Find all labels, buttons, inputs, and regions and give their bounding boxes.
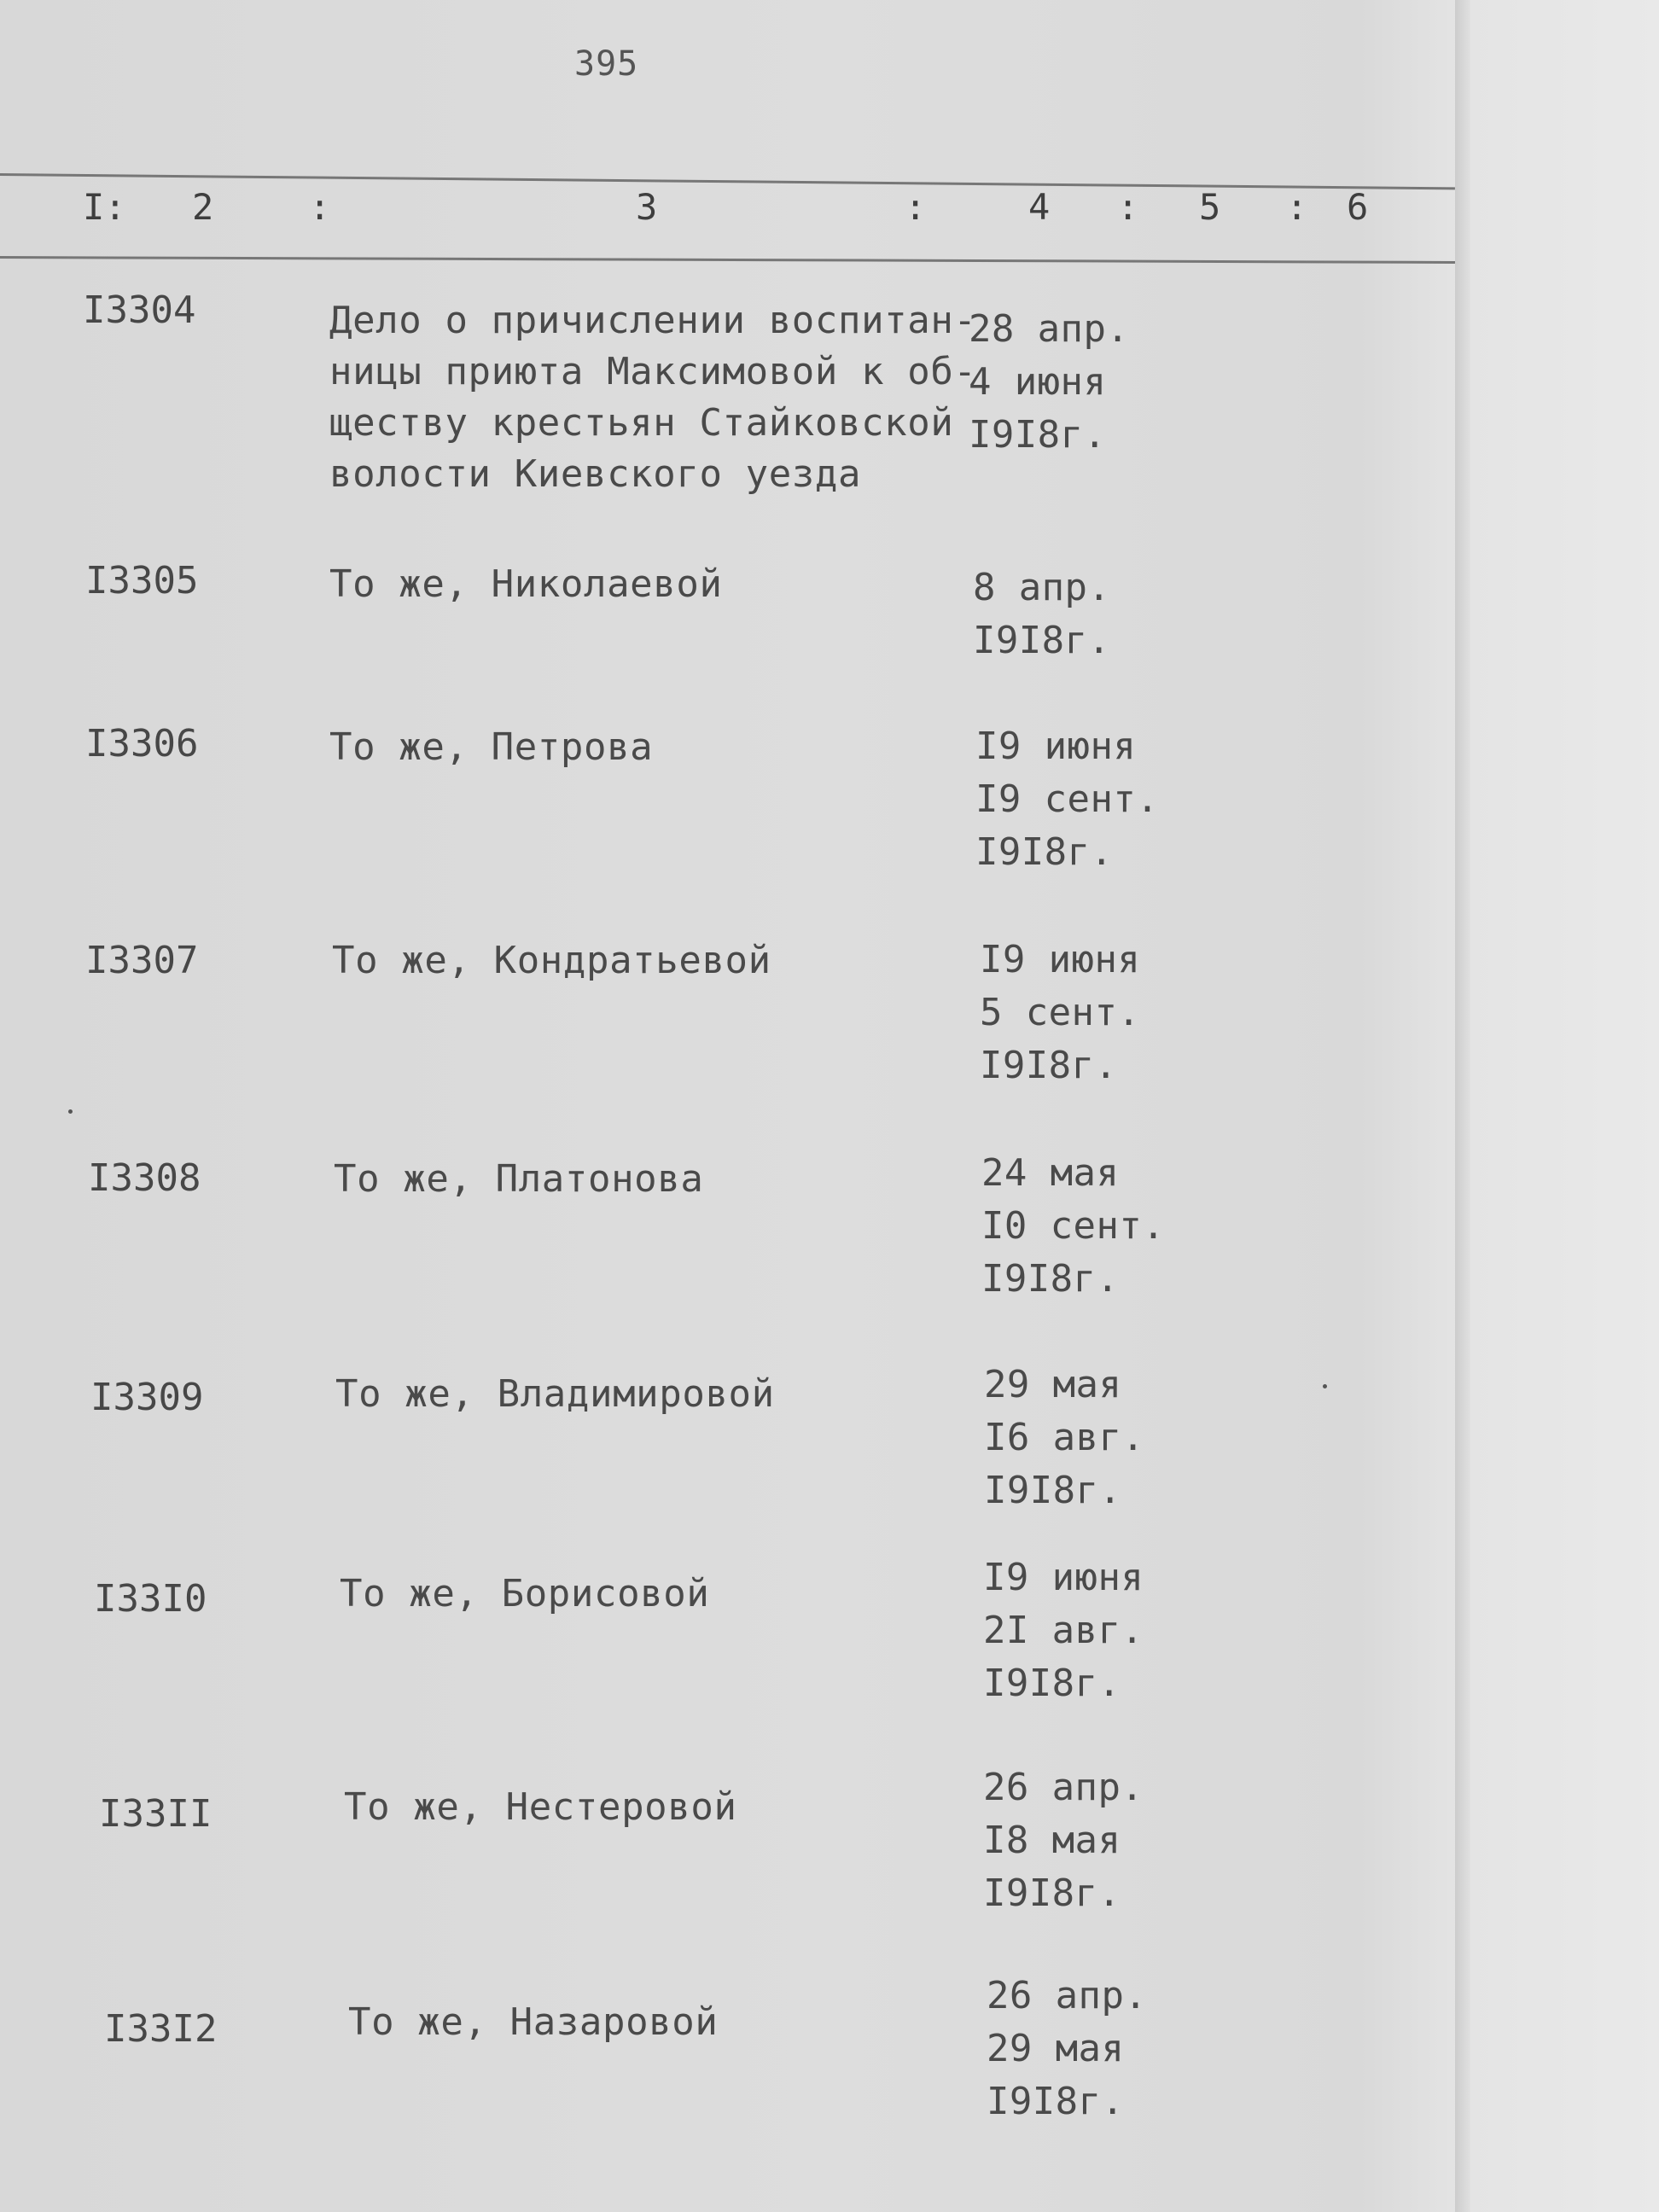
record-date-line: 26 апр. <box>987 1974 1148 2017</box>
record-title-line: То же, Нестеровой <box>344 1785 737 1829</box>
record-title-line: То же, Петрова <box>329 725 654 769</box>
record-date-line: I9 июня <box>975 725 1137 768</box>
record-date-line: 8 апр. <box>973 566 1111 609</box>
record-title <box>332 935 771 987</box>
column-header-separator-2: : <box>905 186 927 228</box>
record-title <box>335 1369 775 1420</box>
record-date-line: 28 апр. <box>969 307 1130 351</box>
record-date <box>984 1359 1144 1517</box>
column-header-1: I: <box>83 186 126 228</box>
column-header-3: 3 <box>636 186 658 228</box>
record-date-line: 5 сент. <box>980 991 1141 1034</box>
record-id: I3304 <box>83 288 196 332</box>
record-id: I3309 <box>90 1376 204 1419</box>
record-date-line: 29 мая <box>987 2027 1125 2070</box>
record-date-line: I9I8г. <box>975 830 1114 874</box>
record-title-line: Дело о причислении воспитан- <box>329 299 977 342</box>
column-header-separator-3: : <box>1117 186 1139 228</box>
record-date <box>980 934 1140 1092</box>
record-title <box>334 1154 703 1205</box>
record-date-line: 2I авг. <box>983 1609 1144 1652</box>
record-title-line: То же, Владимировой <box>335 1372 775 1416</box>
record-date-line: I9I8г. <box>981 1257 1120 1301</box>
record-title <box>329 295 977 500</box>
record-title <box>329 722 653 773</box>
record-id: I33I0 <box>94 1577 207 1621</box>
page-number: 395 <box>574 44 639 84</box>
column-header-6: 6 <box>1347 186 1369 228</box>
record-date-line: I9I8г. <box>973 619 1111 662</box>
record-date-line: I9 сент. <box>975 777 1160 821</box>
record-date <box>987 1970 1147 2128</box>
record-date-line: I9I8г. <box>983 1871 1121 1915</box>
record-date-line: 29 мая <box>984 1363 1122 1406</box>
record-title-line: волости Киевского уезда <box>329 452 862 496</box>
record-date-line: I9I8г. <box>987 2080 1125 2123</box>
record-date-line: I9 июня <box>980 938 1141 981</box>
record-date <box>973 562 1110 667</box>
record-title-line: То же, Николаевой <box>329 562 723 606</box>
column-header-separator-4: : <box>1286 186 1308 228</box>
record-id: I33II <box>99 1792 212 1836</box>
record-date-line: I9I8г. <box>980 1044 1118 1087</box>
record-date-line: 4 июня <box>969 360 1107 404</box>
ink-speck <box>68 1109 73 1114</box>
record-date-line: I8 мая <box>983 1819 1121 1862</box>
paper-edge-shadow <box>1455 0 1470 2212</box>
record-title-line: То же, Платонова <box>334 1157 704 1201</box>
record-date-line: I9I8г. <box>983 1662 1121 1705</box>
record-date-line: 24 мая <box>981 1151 1120 1195</box>
record-date-line: I9 июня <box>983 1556 1144 1599</box>
record-date <box>975 720 1159 879</box>
record-date-line: I9I8г. <box>969 413 1107 457</box>
record-id: I3305 <box>85 559 199 602</box>
record-date-line: I0 сент. <box>981 1204 1166 1248</box>
record-title-line: То же, Борисовой <box>340 1572 710 1615</box>
record-title-line: То же, Кондратьевой <box>332 939 771 982</box>
column-header-separator-1: : <box>309 186 331 228</box>
record-date-line: I9I8г. <box>984 1469 1122 1512</box>
column-header-2: 2 <box>192 186 214 228</box>
record-date <box>969 303 1129 462</box>
record-title-line: ницы приюта Максимовой к об- <box>329 350 977 393</box>
column-header-5: 5 <box>1199 186 1221 228</box>
record-date-line: 26 апр. <box>983 1766 1144 1809</box>
record-title <box>340 1569 709 1620</box>
record-id: I3308 <box>88 1156 201 1200</box>
record-date <box>983 1551 1144 1710</box>
record-date <box>983 1761 1144 1920</box>
record-id: I33I2 <box>104 2007 218 2051</box>
record-id: I3307 <box>85 939 199 982</box>
record-title-line: То же, Назаровой <box>348 2000 719 2044</box>
record-title <box>344 1782 737 1833</box>
record-id: I3306 <box>85 722 199 765</box>
record-title <box>329 559 723 610</box>
column-header-4: 4 <box>1028 186 1051 228</box>
ink-speck <box>1323 1384 1327 1388</box>
record-date <box>981 1147 1165 1306</box>
record-title-line: ществу крестьян Стайковской <box>329 401 954 445</box>
record-title <box>348 1997 718 2048</box>
record-date-line: I6 авг. <box>984 1416 1145 1459</box>
